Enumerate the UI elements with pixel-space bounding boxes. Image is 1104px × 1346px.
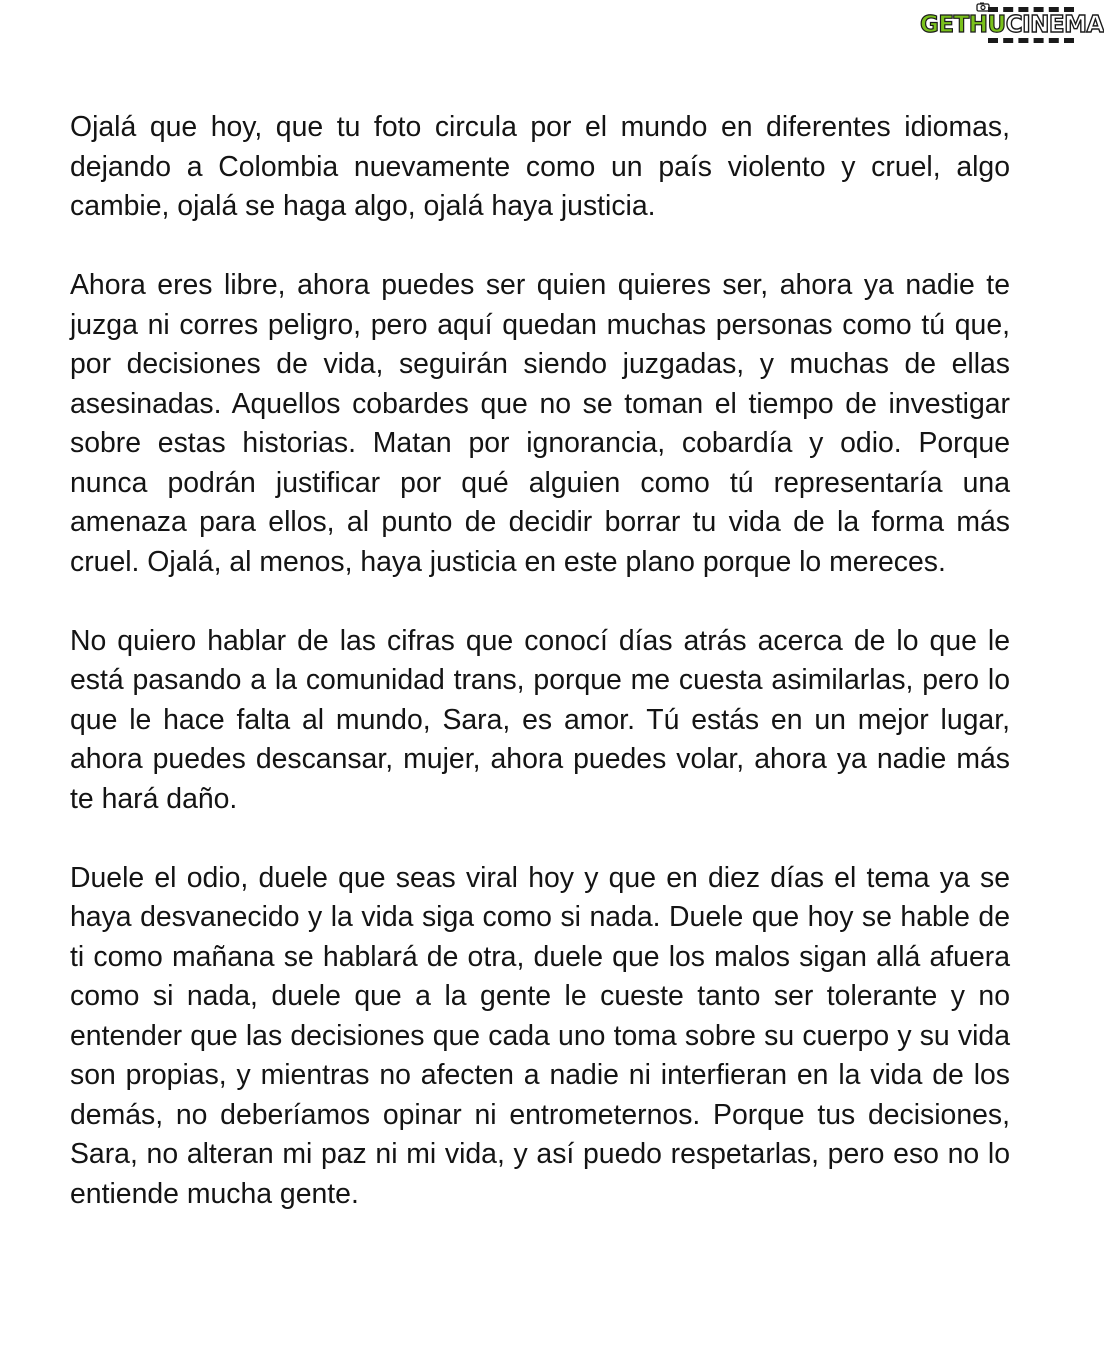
- watermark-logo: [916, 4, 1104, 44]
- paragraph-3: No quiero hablar de las cifras que conocí días atrás acerca de lo que le está pasando a la comunidad trans, porque me cuesta asimilarlas, pero lo que le hace falta al mundo, Sara, es amor. Tú estás en un mejor lugar, ahora puedes descansar, mujer, ahora puedes volar, ahora ya nadie más te hará daño.: [70, 624, 1010, 815]
- watermark-text: [920, 10, 1104, 40]
- paragraph-4: Duele el odio, duele que seas viral hoy y que en diez días el tema ya se haya desvanecido y la vida siga como si nada. Duele que hoy se hable de ti como mañana se hablará de otra, duele que los malos sigan allá afuera como si nada, duele que a la gente le cueste tanto ser tolerante y no entender que las decisiones que cada uno toma sobre su cuerpo y su vida son propias, y mientras no afecten a nadie ni interfieran en la vida de los demás, no deberíamos opinar ni entrometernos. Porque tus decisiones, Sara, no alteran mi paz ni mi vida, y así puedo respetarlas, pero eso no lo entiende mucha gente.: [70, 861, 1010, 1210]
- paragraph-2: Ahora eres libre, ahora puedes ser quien quieres ser, ahora ya nadie te juzga ni corres peligro, pero aquí quedan muchas personas como tú que, por decisiones de vida, seguirán siendo juzgadas, y muchas de ellas asesinadas. Aquellos cobardes que no se toman el tiempo de investigar sobre estas historias. Matan por ignorancia, cobardía y odio. Porque nunca podrán justificar por qué alguien como tú representaría una amenaza para ellos, al punto de decidir borrar tu vida de la forma más cruel. Ojalá, al menos, haya justicia en este plano porque lo mereces.: [70, 269, 1010, 578]
- paragraph-1: Ojalá que hoy, que tu foto circula por el mundo en diferentes idiomas, dejando a Colombia nuevamente como un país violento y cruel, algo cambie, ojalá se haga algo, ojalá haya justicia.: [70, 111, 1010, 222]
- article-body: [70, 108, 1010, 1254]
- watermark-text-part1: GETHU: [920, 12, 1006, 38]
- watermark-text-part2: CINEMA: [1005, 12, 1104, 38]
